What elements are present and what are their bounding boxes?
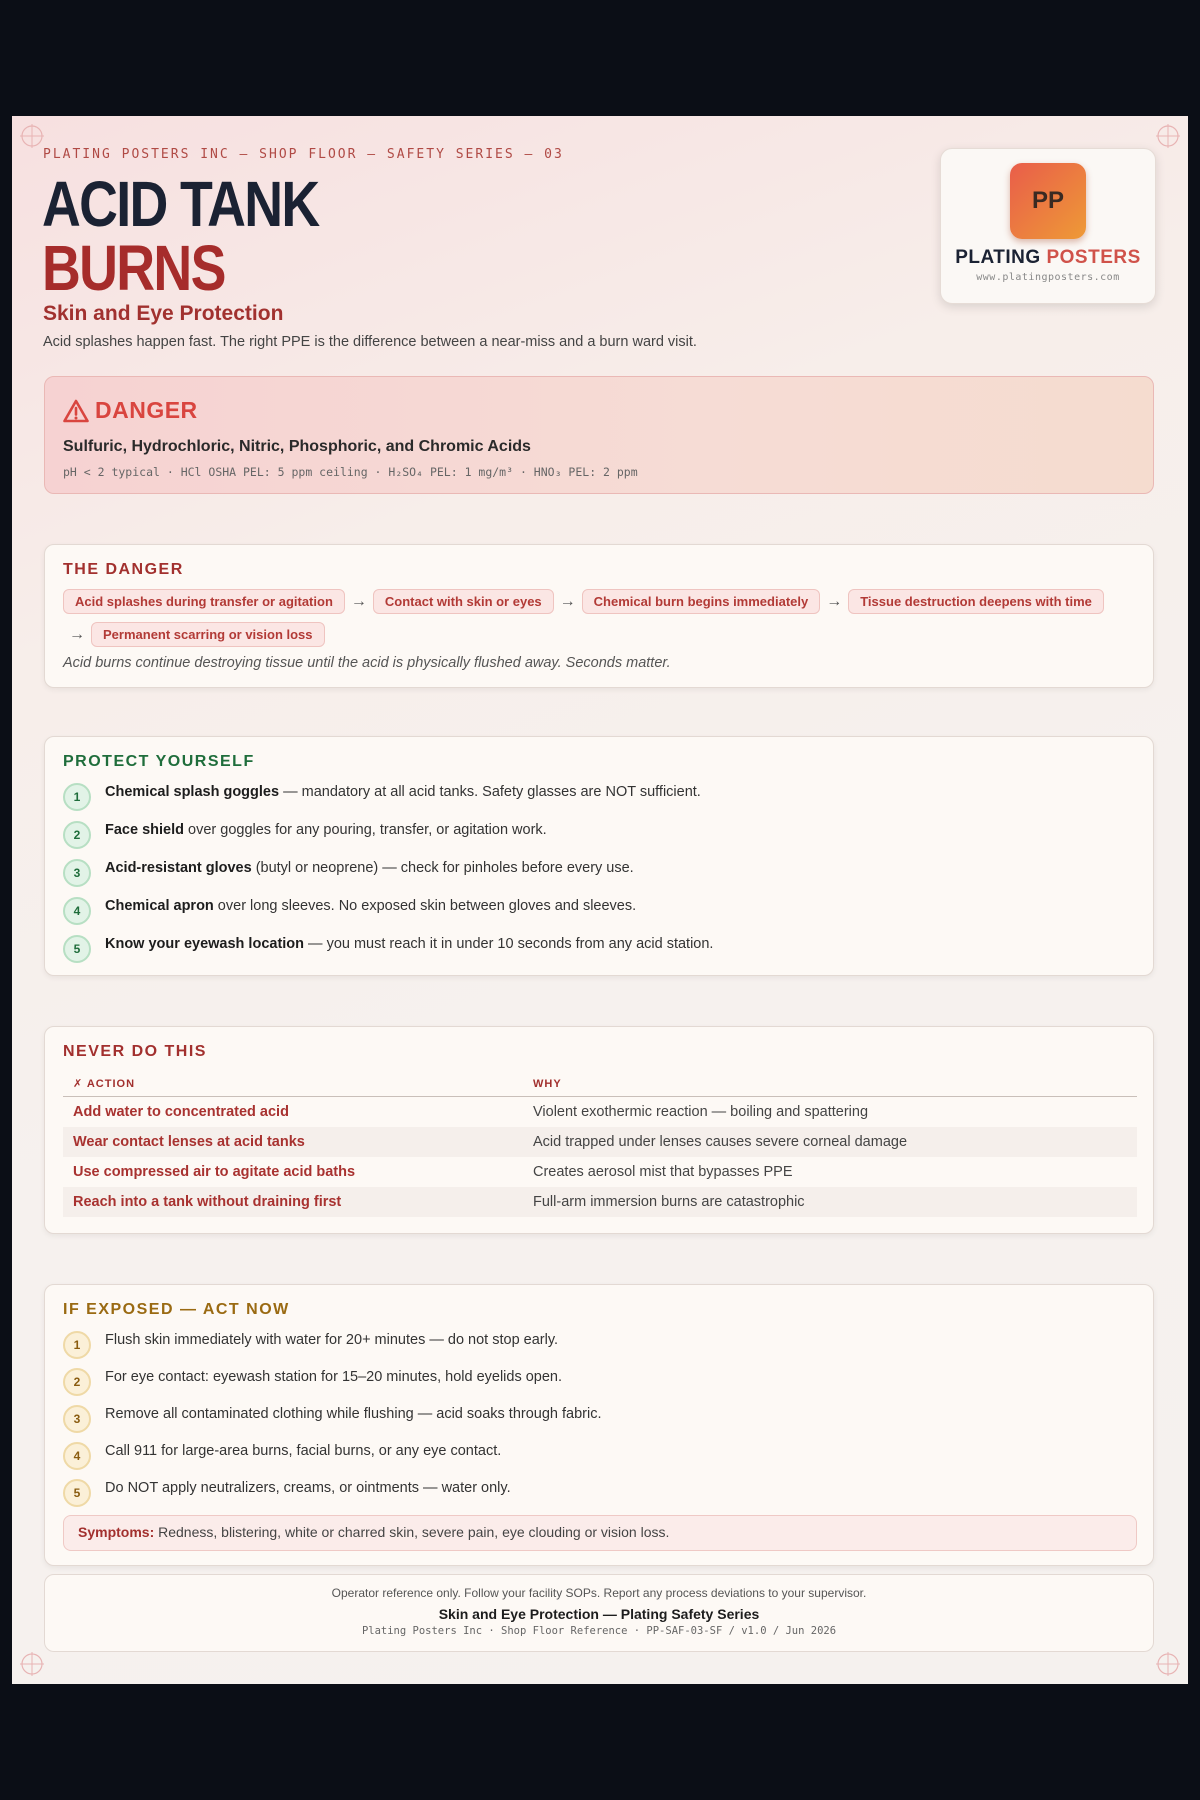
item-bold: Chemical apron [105,898,214,914]
list-item [63,1440,1133,1477]
action-cell: Add water to concentrated acid [73,1104,289,1120]
brand-badge: PP [1010,163,1086,239]
item-text: — mandatory at all acid tanks. Safety glasses are NOT sufficient. [279,784,701,800]
brand-name [941,247,1155,269]
hazard-step: Contact with skin or eyes [373,589,554,614]
table-row [63,1097,1137,1128]
brand-name-part-2: POSTERS [1046,247,1141,268]
arrow-right-icon: → [559,593,576,610]
title-line-1: ACID TANK [42,168,319,240]
prohibited-actions-table [63,1077,1137,1217]
danger-note: Acid burns continue destroying tissue until the acid is physically flushed away. Seconds matter. [63,655,671,671]
step-number: 1 [63,1331,91,1359]
step-number: 1 [63,783,91,811]
footer-disclaimer: Operator reference only. Follow your facility SOPs. Report any process deviations to your supervisor. [331,1586,867,1600]
action-cell: Use compressed air to agitate acid baths [73,1164,356,1180]
item-text: Do NOT apply neutralizers, creams, or ointments — water only. [105,1480,511,1496]
arrow-right-icon: → [69,626,85,643]
action-cell: Wear contact lenses at acid tanks [63,1127,523,1157]
list-item [63,781,1133,819]
hazard-step: Permanent scarring or vision loss [91,622,325,647]
hazard-step: Tissue destruction deepens with time [848,589,1104,614]
series-eyebrow: PLATING POSTERS INC — SHOP FLOOR — SAFETY SERIES — 03 [43,147,564,162]
why-cell: Full-arm immersion burns are catastrophic [523,1187,1137,1217]
symptoms-callout [63,1515,1137,1551]
intro-text: Acid splashes happen fast. The right PPE is the difference between a near-miss and a burn ward visit. [43,334,697,350]
footer-document-id: Plating Posters Inc · Shop Floor Reference · PP-SAF-03-SF / v1.0 / Jun 2026 [361,1625,837,1637]
crosshair-icon [20,1652,44,1676]
hazard-flow [63,589,1137,655]
poster-subtitle: Skin and Eye Protection [43,302,284,325]
step-number: 3 [63,1405,91,1433]
warning-triangle-icon [63,399,89,423]
symptoms-text: Redness, blistering, white or charred skin, severe pain, eye clouding or vision loss. [154,1524,670,1540]
crosshair-icon [1156,124,1180,148]
list-item [63,1477,1133,1514]
item-text: (butyl or neoprene) — check for pinholes before every use. [251,860,634,876]
column-header-action: ✗ ACTION [63,1077,523,1097]
safety-poster [12,116,1188,1684]
symptoms-label: Symptoms: [78,1524,155,1540]
list-item [63,1329,1133,1366]
list-item [63,857,1133,895]
section-title: PROTECT YOURSELF [63,753,255,770]
the-danger-card [44,544,1154,688]
step-number: 3 [63,859,91,887]
if-exposed-card [44,1284,1154,1566]
title-line-2: BURNS [42,232,225,304]
list-item [63,819,1133,857]
section-title: NEVER DO THIS [63,1043,207,1060]
danger-heading [63,397,198,424]
ppe-list [63,781,1133,971]
brand-name-part-1: PLATING [955,247,1041,268]
list-item [63,933,1133,971]
step-number: 2 [63,821,91,849]
step-number: 2 [63,1368,91,1396]
item-text: For eye contact: eyewash station for 15–20 minutes, hold eyelids open. [105,1369,563,1385]
arrow-right-icon: → [826,593,843,610]
step-number: 5 [63,935,91,963]
danger-label: DANGER [95,397,198,423]
brand-logo-card [940,148,1156,304]
exposure-limits: pH < 2 typical · HCl OSHA PEL: 5 ppm ceiling · H₂SO₄ PEL: 1 mg/m³ · HNO₃ PEL: 2 ppm [63,465,638,479]
action-cell: Reach into a tank without draining first [63,1187,523,1217]
item-bold: Face shield [105,822,184,838]
item-text: Remove all contaminated clothing while flushing — acid soaks through fabric. [105,1406,602,1422]
danger-banner [44,376,1154,494]
list-item [63,1403,1133,1440]
step-number: 5 [63,1479,91,1507]
hazard-step: Acid splashes during transfer or agitation [63,589,345,614]
item-text: Flush skin immediately with water for 20+ minutes — do not stop early. [105,1332,559,1348]
list-item [63,1366,1133,1403]
step-number: 4 [63,897,91,925]
protect-yourself-card [44,736,1154,976]
why-cell: Violent exothermic reaction — boiling and spattering [533,1104,869,1120]
arrow-right-icon: → [350,593,367,610]
item-text: over long sleeves. No exposed skin between gloves and sleeves. [213,898,637,914]
item-bold: Acid-resistant gloves [105,860,252,876]
crosshair-icon [20,124,44,148]
table-row [63,1127,1137,1157]
item-bold: Know your eyewash location [105,936,305,952]
crosshair-icon [1156,1652,1180,1676]
item-bold: Chemical splash goggles [105,784,280,800]
item-text: over goggles for any pouring, transfer, or agitation work. [183,822,547,838]
never-do-this-card [44,1026,1154,1234]
item-text: Call 911 for large-area burns, facial burns, or any eye contact. [105,1443,502,1459]
acid-list: Sulfuric, Hydrochloric, Nitric, Phosphoric, and Chromic Acids [63,438,531,455]
item-text: — you must reach it in under 10 seconds from any acid station. [304,936,714,952]
column-header-why: WHY [523,1077,1137,1097]
table-header-row [63,1077,1137,1097]
brand-url: www.platingposters.com [976,272,1120,283]
first-aid-list [63,1329,1133,1514]
step-number: 4 [63,1442,91,1470]
why-cell: Acid trapped under lenses causes severe corneal damage [523,1127,1137,1157]
why-cell: Creates aerosol mist that bypasses PPE [533,1164,793,1180]
poster-footer [44,1574,1154,1652]
section-title: IF EXPOSED — ACT NOW [63,1301,290,1318]
hazard-step: Chemical burn begins immediately [582,589,821,614]
list-item [63,895,1133,933]
table-row [63,1157,1137,1187]
section-title: THE DANGER [63,561,184,578]
table-row [63,1187,1137,1217]
poster-title [42,168,319,304]
footer-series: Skin and Eye Protection — Plating Safety Series [438,1606,760,1622]
